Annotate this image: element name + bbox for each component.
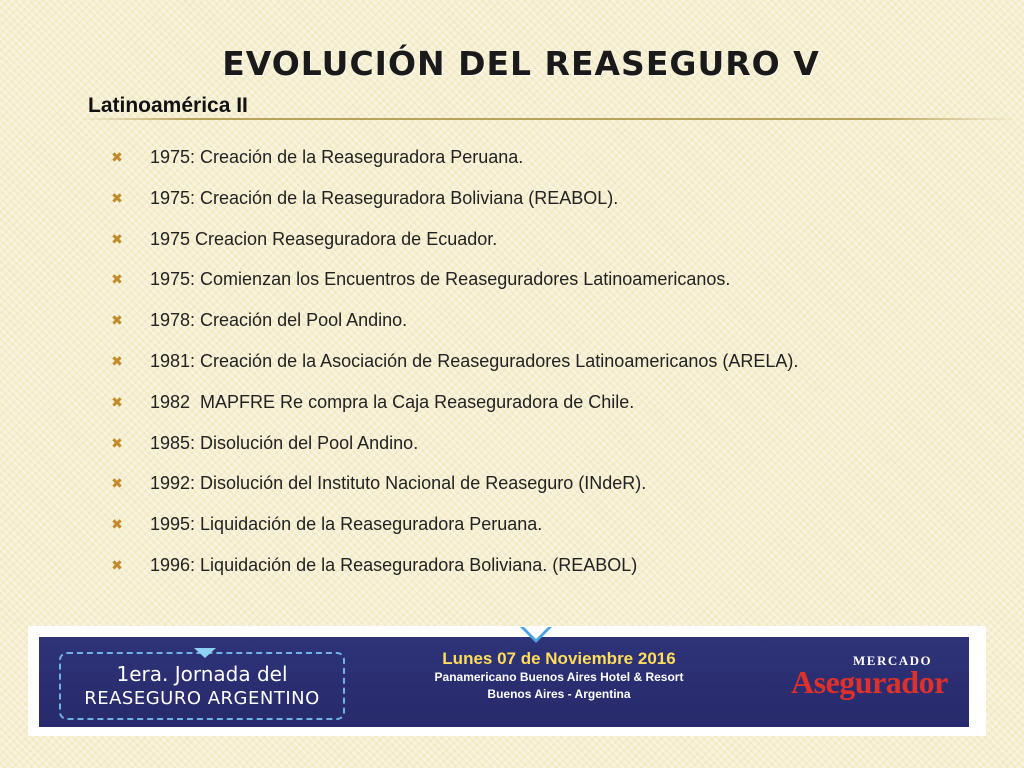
jornada-line2: REASEGURO ARGENTINO: [84, 688, 320, 709]
x-mark-icon: ✖: [111, 393, 123, 410]
slide-title: EVOLUCIÓN DEL REASEGURO V: [222, 44, 820, 83]
event-date: Lunes 07 de Noviembre 2016: [442, 649, 676, 668]
list-item: [110, 224, 990, 265]
slide-subtitle: Latinoamérica II: [88, 94, 248, 117]
x-mark-icon: ✖: [111, 475, 123, 492]
list-item: [110, 264, 990, 305]
list-item-text: 1975 Creacion Reaseguradora de Ecuador.: [150, 228, 498, 249]
list-item-text: 1992: Disolución del Instituto Nacional de Reaseguro (INdeR).: [150, 473, 647, 494]
list-item: [110, 468, 990, 509]
logo-top-text: MERCADO: [853, 653, 933, 668]
event-banner: [28, 626, 986, 736]
list-item: [110, 509, 990, 550]
list-item-text: 1975: Creación de la Reaseguradora Peruana.: [150, 147, 524, 167]
event-details: [429, 649, 689, 703]
list-item-text: 1985: Disolución del Pool Andino.: [150, 432, 419, 453]
x-mark-icon: ✖: [111, 352, 123, 369]
list-item: [110, 305, 990, 346]
event-venue: Panamericano Buenos Aires Hotel & Resort: [434, 670, 684, 684]
list-item-text: 1981: Creación de la Asociación de Reaseguradores Latinoamericanos (ARELA).: [150, 350, 799, 371]
timeline-list: [110, 142, 990, 591]
banner-notch-inner: [524, 627, 548, 639]
list-item: [110, 346, 990, 387]
mercado-asegurador-logo: [791, 651, 961, 711]
list-item: [110, 183, 990, 224]
list-item-text: 1975: Creación de la Reaseguradora Boliviana (REABOL).: [150, 187, 619, 208]
event-banner-panel: [39, 637, 969, 727]
list-item-text: 1982 MAPFRE Re compra la Caja Reaseguradora de Chile.: [150, 391, 635, 412]
title-divider: [78, 118, 1018, 120]
list-item: [110, 387, 990, 428]
x-mark-icon: ✖: [111, 434, 123, 451]
logo-bottom-text: Asegurador: [791, 664, 948, 700]
list-item-text: 1978: Creación del Pool Andino.: [150, 310, 408, 331]
jornada-line1: 1era. Jornada del: [116, 662, 288, 686]
x-mark-icon: ✖: [111, 312, 123, 329]
x-mark-icon: ✖: [111, 271, 123, 288]
list-item-text: 1996: Liquidación de la Reaseguradora Boliviana. (REABOL): [150, 554, 638, 575]
list-item-text: 1995: Liquidación de la Reaseguradora Peruana.: [150, 514, 543, 535]
x-mark-icon: ✖: [111, 149, 123, 165]
event-city: Buenos Aires - Argentina: [487, 687, 631, 701]
flag-icon: [194, 648, 216, 658]
x-mark-icon: ✖: [111, 189, 123, 206]
x-mark-icon: ✖: [111, 230, 123, 247]
jornada-badge: [59, 652, 345, 720]
x-mark-icon: ✖: [111, 556, 123, 573]
list-item: [110, 550, 990, 591]
x-mark-icon: ✖: [111, 516, 123, 533]
list-item-text: 1975: Comienzan los Encuentros de Reaseguradores Latinoamericanos.: [150, 269, 731, 290]
list-item: [110, 428, 990, 469]
list-item: [110, 142, 990, 183]
